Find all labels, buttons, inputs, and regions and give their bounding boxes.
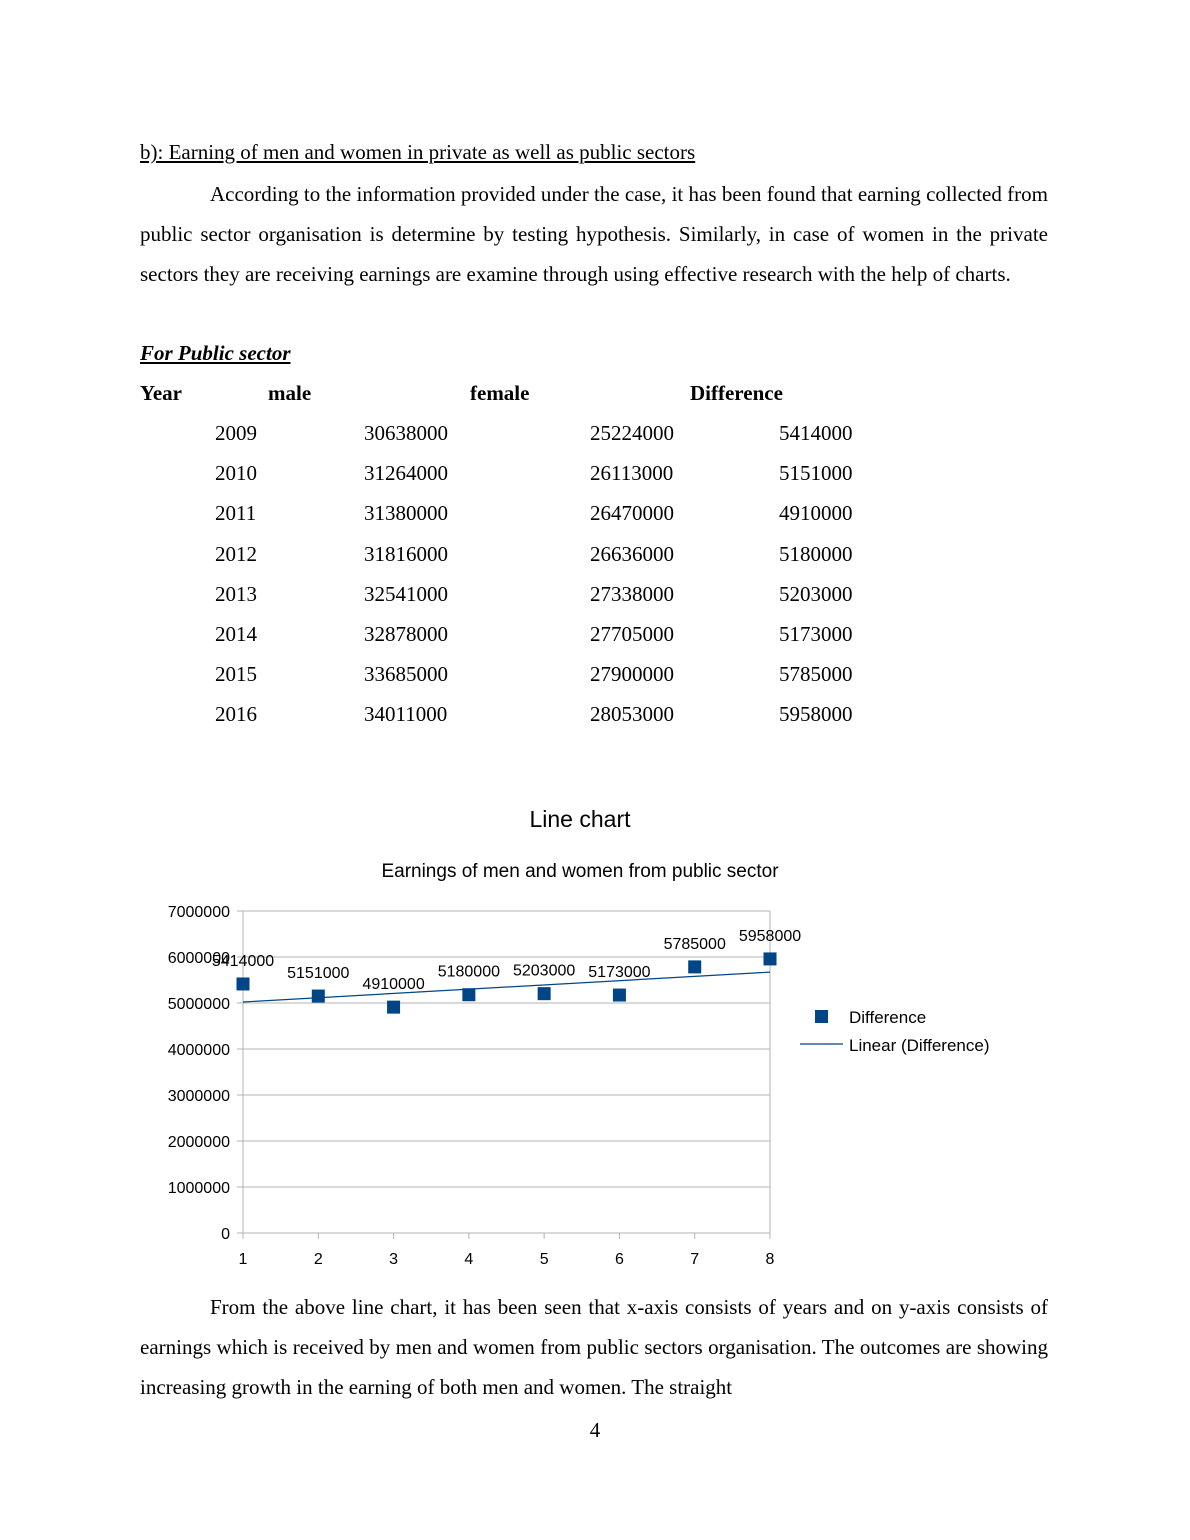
x-tick-label: 3 <box>389 1251 399 1268</box>
data-label: 5173000 <box>588 964 651 982</box>
intro-paragraph: According to the information provided under the case, it has been found that earning collected from public sector organisation is determine by testing hypothesis. Similarly, in case of women in the private sectors they are receiving earnings are examine through using effective research with the help of charts. <box>140 182 1048 286</box>
table-header-male: male <box>268 381 312 405</box>
table-cell-female: 27338000 <box>590 581 674 606</box>
x-tick-label: 4 <box>464 1251 474 1268</box>
data-point <box>538 987 551 1000</box>
table-cell-male: 32878000 <box>364 622 448 646</box>
table-cell-difference: 5203000 <box>779 581 853 606</box>
legend-label-trendline: Linear (Difference) <box>849 1036 990 1055</box>
public-sector-subheading: For Public sector <box>140 341 291 365</box>
table-cell-male: 32541000 <box>364 581 448 606</box>
data-label: 5203000 <box>512 962 576 980</box>
closing-paragraph: From the above line chart, it has been seen that x-axis consists of years and on y-axis consists of earnings which is received by men and women from public sectors organisation. The outcomes are showing increasing growth in the earning of both men and women. The straight <box>140 1295 1048 1399</box>
table-cell-difference: 5414000 <box>779 421 853 445</box>
table-cell-year: 2015 <box>215 662 257 687</box>
table-cell-female: 27900000 <box>590 662 674 687</box>
y-tick-label: 6000000 <box>167 950 230 967</box>
data-point <box>237 977 250 990</box>
x-tick-label: 5 <box>539 1251 549 1268</box>
table-cell-male: 33685000 <box>364 662 448 687</box>
legend-marker-difference <box>815 1010 828 1023</box>
data-point <box>613 989 626 1002</box>
table-cell-difference: 4910000 <box>779 501 853 526</box>
table-cell-female: 26470000 <box>590 501 674 526</box>
x-tick-label: 2 <box>313 1251 323 1268</box>
table-cell-female: 26636000 <box>590 541 674 566</box>
table-cell-female: 26113000 <box>590 461 674 486</box>
y-tick-label: 2000000 <box>167 1134 230 1151</box>
table-header-difference: Difference <box>690 381 783 405</box>
table-cell-difference: 5180000 <box>779 541 853 566</box>
table-cell-female: 25224000 <box>590 421 674 445</box>
table-cell-year: 2011 <box>215 501 257 526</box>
chart-subtitle: Earnings of men and women from public sector <box>381 861 779 882</box>
data-label: 5958000 <box>738 927 802 945</box>
x-tick-label: 6 <box>614 1251 624 1268</box>
table-cell-year: 2009 <box>215 421 257 445</box>
y-tick-label: 3000000 <box>167 1088 230 1105</box>
data-label: 5180000 <box>437 963 501 981</box>
x-tick-label: 7 <box>690 1251 700 1268</box>
y-tick-label: 7000000 <box>167 904 230 921</box>
data-point <box>387 1001 400 1014</box>
data-point <box>462 988 475 1001</box>
table-cell-difference: 5173000 <box>779 622 853 646</box>
table-header-year: Year <box>140 381 182 405</box>
data-label: 5414000 <box>211 952 275 970</box>
table-cell-male: 31264000 <box>364 461 448 486</box>
table-cell-year: 2010 <box>215 461 257 486</box>
table-cell-difference: 5785000 <box>779 662 853 687</box>
data-point <box>688 960 701 973</box>
table-cell-male: 31380000 <box>364 501 448 526</box>
y-tick-label: 5000000 <box>167 996 230 1013</box>
table-cell-female: 27705000 <box>590 622 674 646</box>
y-tick-label: 4000000 <box>167 1042 230 1059</box>
table-cell-year: 2012 <box>215 541 257 566</box>
data-label: 5785000 <box>663 935 726 953</box>
table-cell-year: 2016 <box>215 702 257 727</box>
data-label: 4910000 <box>362 976 425 994</box>
table-cell-year: 2014 <box>215 622 257 646</box>
table-cell-female: 28053000 <box>590 702 674 727</box>
data-label: 5151000 <box>287 965 350 983</box>
table-cell-male: 34011000 <box>364 702 448 727</box>
table-cell-male: 31816000 <box>364 541 448 566</box>
table-cell-year: 2013 <box>215 581 257 606</box>
legend-label-difference: Difference <box>849 1008 927 1027</box>
table-cell-male: 30638000 <box>364 421 448 445</box>
data-point <box>312 990 325 1003</box>
table-header-female: female <box>470 381 530 405</box>
x-tick-label: 8 <box>765 1251 775 1268</box>
table-cell-difference: 5151000 <box>779 461 853 486</box>
page-number: 4 <box>589 1418 601 1442</box>
chart-title: Line chart <box>529 806 631 832</box>
data-point <box>764 952 777 965</box>
x-tick-label: 1 <box>238 1251 248 1268</box>
y-tick-label: 1000000 <box>167 1180 230 1197</box>
y-tick-label: 0 <box>221 1226 230 1243</box>
section-heading: b): Earning of men and women in private as well as public sectors <box>140 140 696 164</box>
table-cell-difference: 5958000 <box>779 702 853 727</box>
